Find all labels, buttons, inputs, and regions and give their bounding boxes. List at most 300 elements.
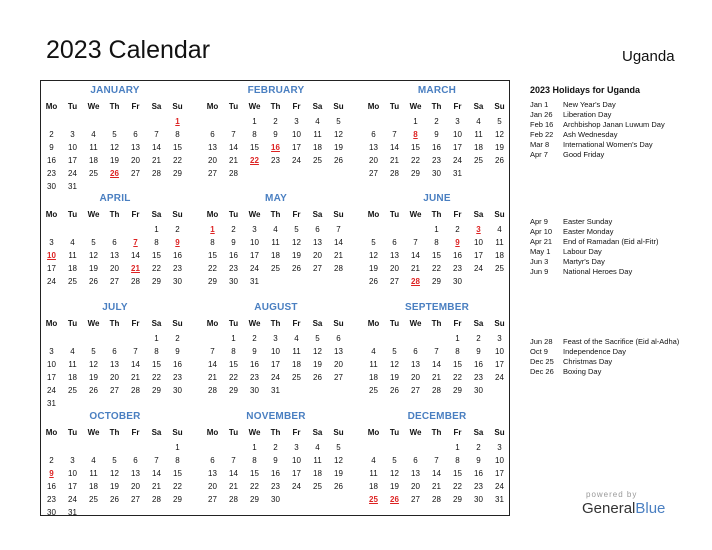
day-cell[interactable]: 9 [476,347,481,356]
day-cell[interactable]: 16 [250,360,259,369]
day-cell[interactable]: 20 [131,156,140,165]
day-cell[interactable]: 5 [112,130,117,139]
day-cell[interactable]: 19 [110,156,119,165]
day-cell[interactable]: 26 [369,277,378,286]
day-cell[interactable]: 5 [112,456,117,465]
day-cell[interactable]: 14 [432,360,441,369]
day-cell[interactable]: 1 [455,443,460,452]
holiday-day-cell[interactable]: 9 [175,238,180,247]
day-cell[interactable]: 11 [89,469,98,478]
day-cell[interactable]: 29 [173,495,182,504]
day-cell[interactable]: 27 [390,277,399,286]
day-cell[interactable]: 12 [369,251,378,260]
day-cell[interactable]: 23 [47,495,56,504]
day-cell[interactable]: 11 [313,456,322,465]
day-cell[interactable]: 31 [250,277,259,286]
day-cell[interactable]: 25 [474,156,483,165]
day-cell[interactable]: 18 [271,251,280,260]
day-cell[interactable]: 19 [495,143,504,152]
day-cell[interactable]: 3 [70,456,75,465]
day-cell[interactable]: 1 [252,117,257,126]
day-cell[interactable]: 3 [455,117,460,126]
day-cell[interactable]: 6 [112,238,117,247]
day-cell[interactable]: 20 [208,482,217,491]
day-cell[interactable]: 18 [89,156,98,165]
day-cell[interactable]: 8 [231,347,236,356]
day-cell[interactable]: 11 [89,143,98,152]
day-cell[interactable]: 29 [152,277,161,286]
day-cell[interactable]: 4 [273,225,278,234]
day-cell[interactable]: 21 [131,373,140,382]
day-cell[interactable]: 5 [497,117,502,126]
day-cell[interactable]: 29 [453,386,462,395]
holiday-day-cell[interactable]: 9 [455,238,460,247]
day-cell[interactable]: 20 [411,482,420,491]
day-cell[interactable]: 3 [497,334,502,343]
holiday-day-cell[interactable]: 7 [133,238,138,247]
day-cell[interactable]: 2 [455,225,460,234]
day-cell[interactable]: 23 [250,373,259,382]
holiday-day-cell[interactable]: 1 [210,225,215,234]
day-cell[interactable]: 25 [313,156,322,165]
day-cell[interactable]: 10 [495,347,504,356]
day-cell[interactable]: 23 [47,169,56,178]
day-cell[interactable]: 26 [334,156,343,165]
day-cell[interactable]: 23 [271,156,280,165]
day-cell[interactable]: 18 [369,373,378,382]
day-cell[interactable]: 31 [453,169,462,178]
day-cell[interactable]: 4 [315,117,320,126]
day-cell[interactable]: 28 [208,386,217,395]
day-cell[interactable]: 17 [271,360,280,369]
day-cell[interactable]: 30 [47,508,56,517]
day-cell[interactable]: 2 [273,443,278,452]
day-cell[interactable]: 18 [474,143,483,152]
day-cell[interactable]: 15 [208,251,217,260]
day-cell[interactable]: 10 [68,469,77,478]
day-cell[interactable]: 9 [434,130,439,139]
day-cell[interactable]: 1 [154,334,159,343]
day-cell[interactable]: 20 [334,360,343,369]
day-cell[interactable]: 12 [89,360,98,369]
day-cell[interactable]: 24 [453,156,462,165]
day-cell[interactable]: 11 [495,238,504,247]
day-cell[interactable]: 22 [250,482,259,491]
day-cell[interactable]: 4 [70,347,75,356]
day-cell[interactable]: 14 [208,360,217,369]
day-cell[interactable]: 25 [68,277,77,286]
day-cell[interactable]: 10 [292,130,301,139]
day-cell[interactable]: 16 [432,143,441,152]
day-cell[interactable]: 14 [152,469,161,478]
day-cell[interactable]: 7 [231,456,236,465]
day-cell[interactable]: 9 [175,347,180,356]
day-cell[interactable]: 4 [371,456,376,465]
day-cell[interactable]: 9 [49,143,54,152]
day-cell[interactable]: 14 [229,143,238,152]
day-cell[interactable]: 19 [110,482,119,491]
day-cell[interactable]: 25 [292,373,301,382]
day-cell[interactable]: 13 [390,251,399,260]
day-cell[interactable]: 15 [250,469,259,478]
day-cell[interactable]: 5 [392,347,397,356]
day-cell[interactable]: 20 [313,251,322,260]
day-cell[interactable]: 28 [229,169,238,178]
day-cell[interactable]: 13 [334,347,343,356]
day-cell[interactable]: 26 [495,156,504,165]
day-cell[interactable]: 18 [495,251,504,260]
day-cell[interactable]: 25 [313,482,322,491]
day-cell[interactable]: 10 [474,238,483,247]
day-cell[interactable]: 17 [68,482,77,491]
day-cell[interactable]: 1 [175,443,180,452]
day-cell[interactable]: 21 [229,156,238,165]
day-cell[interactable]: 14 [131,251,140,260]
day-cell[interactable]: 24 [250,264,259,273]
day-cell[interactable]: 1 [154,225,159,234]
day-cell[interactable]: 5 [336,117,341,126]
day-cell[interactable]: 23 [474,482,483,491]
day-cell[interactable]: 19 [390,482,399,491]
day-cell[interactable]: 28 [229,495,238,504]
day-cell[interactable]: 8 [252,130,257,139]
day-cell[interactable]: 2 [231,225,236,234]
day-cell[interactable]: 6 [315,225,320,234]
day-cell[interactable]: 6 [413,347,418,356]
day-cell[interactable]: 21 [229,482,238,491]
day-cell[interactable]: 18 [89,482,98,491]
day-cell[interactable]: 3 [49,238,54,247]
day-cell[interactable]: 17 [495,360,504,369]
day-cell[interactable]: 27 [411,495,420,504]
day-cell[interactable]: 9 [273,456,278,465]
day-cell[interactable]: 27 [369,169,378,178]
holiday-day-cell[interactable]: 25 [369,495,378,504]
day-cell[interactable]: 8 [434,238,439,247]
day-cell[interactable]: 22 [432,264,441,273]
day-cell[interactable]: 21 [152,156,161,165]
day-cell[interactable]: 8 [252,456,257,465]
day-cell[interactable]: 4 [91,456,96,465]
day-cell[interactable]: 9 [273,130,278,139]
day-cell[interactable]: 30 [173,386,182,395]
holiday-day-cell[interactable]: 8 [413,130,418,139]
day-cell[interactable]: 8 [175,130,180,139]
day-cell[interactable]: 28 [152,495,161,504]
day-cell[interactable]: 25 [68,386,77,395]
day-cell[interactable]: 2 [434,117,439,126]
day-cell[interactable]: 16 [173,360,182,369]
day-cell[interactable]: 30 [250,386,259,395]
day-cell[interactable]: 30 [453,277,462,286]
day-cell[interactable]: 23 [453,264,462,273]
day-cell[interactable]: 11 [68,251,77,260]
day-cell[interactable]: 8 [455,456,460,465]
day-cell[interactable]: 3 [497,443,502,452]
day-cell[interactable]: 29 [453,495,462,504]
day-cell[interactable]: 13 [110,251,119,260]
day-cell[interactable]: 9 [476,456,481,465]
day-cell[interactable]: 15 [173,469,182,478]
day-cell[interactable]: 21 [208,373,217,382]
day-cell[interactable]: 6 [133,456,138,465]
day-cell[interactable]: 7 [336,225,341,234]
day-cell[interactable]: 15 [152,251,161,260]
brand-logo[interactable] [582,500,665,517]
day-cell[interactable]: 7 [231,130,236,139]
day-cell[interactable]: 16 [47,156,56,165]
day-cell[interactable]: 7 [413,238,418,247]
day-cell[interactable]: 17 [292,143,301,152]
day-cell[interactable]: 10 [495,456,504,465]
day-cell[interactable]: 29 [250,495,259,504]
day-cell[interactable]: 30 [271,495,280,504]
day-cell[interactable]: 3 [294,117,299,126]
day-cell[interactable]: 6 [371,130,376,139]
day-cell[interactable]: 13 [411,360,420,369]
day-cell[interactable]: 24 [495,482,504,491]
day-cell[interactable]: 5 [336,443,341,452]
day-cell[interactable]: 6 [413,456,418,465]
day-cell[interactable]: 4 [91,130,96,139]
day-cell[interactable]: 25 [89,169,98,178]
day-cell[interactable]: 19 [369,264,378,273]
day-cell[interactable]: 1 [252,443,257,452]
day-cell[interactable]: 11 [292,347,301,356]
day-cell[interactable]: 1 [455,334,460,343]
day-cell[interactable]: 13 [369,143,378,152]
day-cell[interactable]: 5 [91,238,96,247]
day-cell[interactable]: 11 [369,360,378,369]
day-cell[interactable]: 27 [110,277,119,286]
day-cell[interactable]: 7 [133,347,138,356]
day-cell[interactable]: 10 [250,238,259,247]
holiday-day-cell[interactable]: 16 [271,143,280,152]
day-cell[interactable]: 17 [495,469,504,478]
day-cell[interactable]: 22 [152,373,161,382]
day-cell[interactable]: 3 [294,443,299,452]
day-cell[interactable]: 28 [131,277,140,286]
day-cell[interactable]: 29 [152,386,161,395]
day-cell[interactable]: 21 [390,156,399,165]
day-cell[interactable]: 5 [371,238,376,247]
holiday-day-cell[interactable]: 1 [175,117,180,126]
day-cell[interactable]: 21 [334,251,343,260]
holiday-day-cell[interactable]: 26 [390,495,399,504]
day-cell[interactable]: 20 [208,156,217,165]
day-cell[interactable]: 27 [131,495,140,504]
day-cell[interactable]: 21 [152,482,161,491]
day-cell[interactable]: 4 [315,443,320,452]
day-cell[interactable]: 16 [453,251,462,260]
day-cell[interactable]: 4 [294,334,299,343]
day-cell[interactable]: 7 [434,347,439,356]
day-cell[interactable]: 15 [453,469,462,478]
day-cell[interactable]: 22 [173,482,182,491]
day-cell[interactable]: 28 [334,264,343,273]
day-cell[interactable]: 2 [175,225,180,234]
day-cell[interactable]: 5 [392,456,397,465]
day-cell[interactable]: 21 [432,373,441,382]
day-cell[interactable]: 1 [413,117,418,126]
day-cell[interactable]: 15 [453,360,462,369]
day-cell[interactable]: 24 [495,373,504,382]
day-cell[interactable]: 8 [154,238,159,247]
day-cell[interactable]: 12 [89,251,98,260]
day-cell[interactable]: 7 [210,347,215,356]
day-cell[interactable]: 29 [208,277,217,286]
day-cell[interactable]: 28 [432,386,441,395]
day-cell[interactable]: 19 [89,373,98,382]
day-cell[interactable]: 23 [271,482,280,491]
day-cell[interactable]: 26 [292,264,301,273]
day-cell[interactable]: 17 [47,264,56,273]
day-cell[interactable]: 16 [271,469,280,478]
day-cell[interactable]: 21 [411,264,420,273]
day-cell[interactable]: 11 [68,360,77,369]
day-cell[interactable]: 22 [453,482,462,491]
day-cell[interactable]: 10 [47,360,56,369]
day-cell[interactable]: 19 [334,469,343,478]
day-cell[interactable]: 15 [432,251,441,260]
day-cell[interactable]: 26 [390,386,399,395]
day-cell[interactable]: 1 [434,225,439,234]
day-cell[interactable]: 31 [47,399,56,408]
day-cell[interactable]: 10 [68,143,77,152]
day-cell[interactable]: 25 [271,264,280,273]
day-cell[interactable]: 13 [110,360,119,369]
day-cell[interactable]: 27 [131,169,140,178]
day-cell[interactable]: 26 [110,495,119,504]
day-cell[interactable]: 24 [271,373,280,382]
day-cell[interactable]: 17 [68,156,77,165]
day-cell[interactable]: 10 [292,456,301,465]
day-cell[interactable]: 30 [229,277,238,286]
day-cell[interactable]: 27 [208,495,217,504]
day-cell[interactable]: 7 [392,130,397,139]
day-cell[interactable]: 22 [453,373,462,382]
day-cell[interactable]: 16 [474,469,483,478]
day-cell[interactable]: 29 [229,386,238,395]
day-cell[interactable]: 29 [411,169,420,178]
day-cell[interactable]: 25 [495,264,504,273]
day-cell[interactable]: 12 [313,347,322,356]
day-cell[interactable]: 21 [432,482,441,491]
day-cell[interactable]: 18 [313,143,322,152]
day-cell[interactable]: 6 [133,130,138,139]
day-cell[interactable]: 31 [68,508,77,517]
day-cell[interactable]: 12 [110,469,119,478]
day-cell[interactable]: 8 [455,347,460,356]
day-cell[interactable]: 17 [292,469,301,478]
day-cell[interactable]: 13 [208,143,217,152]
day-cell[interactable]: 11 [369,469,378,478]
day-cell[interactable]: 31 [68,182,77,191]
day-cell[interactable]: 13 [411,469,420,478]
day-cell[interactable]: 5 [294,225,299,234]
day-cell[interactable]: 13 [131,469,140,478]
day-cell[interactable]: 24 [292,482,301,491]
day-cell[interactable]: 6 [336,334,341,343]
day-cell[interactable]: 19 [89,264,98,273]
day-cell[interactable]: 4 [497,225,502,234]
day-cell[interactable]: 8 [154,347,159,356]
day-cell[interactable]: 3 [273,334,278,343]
day-cell[interactable]: 17 [453,143,462,152]
day-cell[interactable]: 6 [392,238,397,247]
day-cell[interactable]: 27 [313,264,322,273]
day-cell[interactable]: 5 [91,347,96,356]
day-cell[interactable]: 2 [476,334,481,343]
holiday-day-cell[interactable]: 10 [47,251,56,260]
day-cell[interactable]: 7 [154,130,159,139]
day-cell[interactable]: 7 [154,456,159,465]
day-cell[interactable]: 18 [369,482,378,491]
day-cell[interactable]: 14 [390,143,399,152]
day-cell[interactable]: 24 [68,169,77,178]
day-cell[interactable]: 24 [47,386,56,395]
day-cell[interactable]: 28 [432,495,441,504]
day-cell[interactable]: 22 [411,156,420,165]
day-cell[interactable]: 16 [47,482,56,491]
day-cell[interactable]: 6 [210,130,215,139]
holiday-day-cell[interactable]: 28 [411,277,420,286]
day-cell[interactable]: 11 [271,238,280,247]
day-cell[interactable]: 9 [231,238,236,247]
day-cell[interactable]: 27 [411,386,420,395]
day-cell[interactable]: 18 [68,373,77,382]
day-cell[interactable]: 15 [152,360,161,369]
day-cell[interactable]: 2 [49,130,54,139]
day-cell[interactable]: 6 [210,456,215,465]
day-cell[interactable]: 6 [112,347,117,356]
day-cell[interactable]: 14 [131,360,140,369]
day-cell[interactable]: 19 [313,360,322,369]
day-cell[interactable]: 2 [476,443,481,452]
day-cell[interactable]: 18 [68,264,77,273]
day-cell[interactable]: 4 [476,117,481,126]
day-cell[interactable]: 16 [229,251,238,260]
day-cell[interactable]: 2 [252,334,257,343]
day-cell[interactable]: 3 [252,225,257,234]
day-cell[interactable]: 10 [453,130,462,139]
day-cell[interactable]: 31 [271,386,280,395]
day-cell[interactable]: 30 [47,182,56,191]
day-cell[interactable]: 12 [390,469,399,478]
day-cell[interactable]: 23 [229,264,238,273]
day-cell[interactable]: 22 [208,264,217,273]
day-cell[interactable]: 30 [173,277,182,286]
day-cell[interactable]: 27 [208,169,217,178]
day-cell[interactable]: 13 [313,238,322,247]
day-cell[interactable]: 8 [175,456,180,465]
day-cell[interactable]: 14 [229,469,238,478]
day-cell[interactable]: 19 [334,143,343,152]
day-cell[interactable]: 7 [434,456,439,465]
day-cell[interactable]: 11 [474,130,483,139]
day-cell[interactable]: 19 [292,251,301,260]
day-cell[interactable]: 15 [173,143,182,152]
day-cell[interactable]: 12 [334,130,343,139]
day-cell[interactable]: 18 [292,360,301,369]
day-cell[interactable]: 14 [432,469,441,478]
day-cell[interactable]: 10 [271,347,280,356]
day-cell[interactable]: 14 [334,238,343,247]
day-cell[interactable]: 13 [131,143,140,152]
day-cell[interactable]: 28 [390,169,399,178]
day-cell[interactable]: 8 [210,238,215,247]
day-cell[interactable]: 26 [313,373,322,382]
